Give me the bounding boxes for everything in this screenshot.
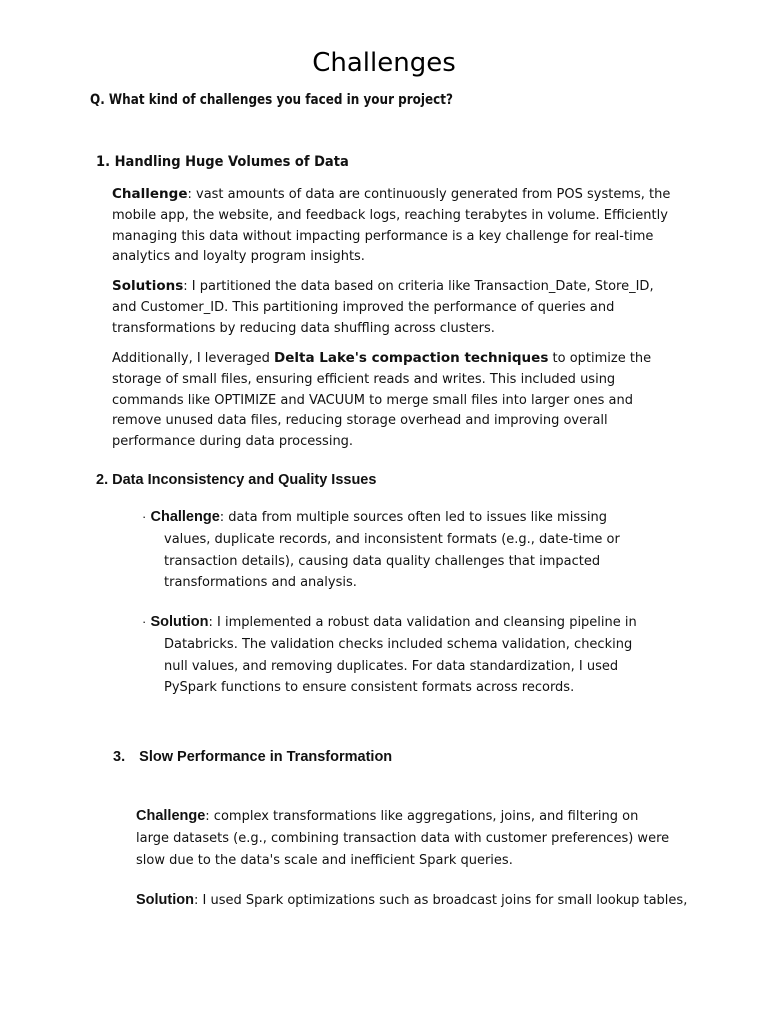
section-1-number: 1. bbox=[96, 154, 111, 170]
section-2-solution-text: : I implemented a robust data validation and cleansing pipeline in Databricks. The validation checks included schema validation, checking null values, and removing duplicates. For data standardization, I used PySpark functions to ensure consistent formats across records. bbox=[164, 615, 637, 696]
section-2-number: 2. bbox=[96, 472, 109, 488]
section-2-solution-bullet bbox=[142, 611, 642, 699]
section-3-challenge bbox=[136, 806, 672, 871]
section-1-challenge bbox=[112, 184, 678, 268]
section-3-solution-label: Solution bbox=[136, 892, 194, 908]
question-heading: Q. What kind of challenges you faced in your project? bbox=[90, 92, 453, 108]
section-1-challenge-text: : vast amounts of data are continuously generated from POS systems, the mobile app, the website, and feedback logs, reaching terabytes in volume. Efficiently managing this data without impacting performance is a key challenge for real-time analytics and loyalty program insights. bbox=[112, 187, 671, 265]
section-3-title: Slow Performance in Transformation bbox=[139, 749, 393, 765]
section-1-additional-suffix: to optimize the storage of small files, ensuring efficient reads and writes. This included using commands like OPTIMIZE and VACUUM to merge small files into larger ones and remove unused data files, reducing storage overhead and improving overall performance during data processing. bbox=[112, 351, 652, 450]
bullet-glyph: · bbox=[142, 614, 147, 629]
section-3-number: 3. bbox=[113, 749, 126, 765]
section-3-challenge-text: : complex transformations like aggregations, joins, and filtering on large datasets (e.g., combining transaction data with customer preferences) were slow due to the data's scale and inefficient Spark queries. bbox=[136, 809, 670, 868]
section-2-heading bbox=[96, 472, 376, 488]
section-2-challenge-bullet bbox=[142, 506, 642, 594]
section-1-solution bbox=[112, 276, 678, 339]
section-3-solution-text: : I used Spark optimizations such as broadcast joins for small lookup tables, bbox=[194, 893, 688, 908]
section-1-heading bbox=[96, 154, 349, 170]
section-2-title: Data Inconsistency and Quality Issues bbox=[112, 472, 377, 488]
section-2-challenge-label: Challenge bbox=[150, 509, 220, 525]
page-title: Challenges bbox=[312, 48, 456, 78]
section-1-solution-label: Solutions bbox=[112, 278, 184, 294]
section-1-challenge-label: Challenge bbox=[112, 186, 188, 202]
section-3-challenge-label: Challenge bbox=[136, 808, 206, 824]
section-1-additional-bold: Delta Lake's compaction techniques bbox=[274, 350, 549, 366]
section-3-solution bbox=[136, 890, 696, 912]
bullet-glyph: · bbox=[142, 509, 147, 524]
section-2-challenge-text: : data from multiple sources often led to issues like missing values, duplicate records, and inconsistent formats (e.g., date-time or transaction details), causing data quality challenges that impacted transformations and analysis. bbox=[164, 510, 620, 591]
section-1-additional bbox=[112, 348, 678, 453]
section-2-solution-label: Solution bbox=[150, 614, 209, 630]
section-1-additional-prefix: Additionally, I leveraged bbox=[112, 351, 275, 366]
section-1-solution-text: : I partitioned the data based on criteria like Transaction_Date, Store_ID, and Customer_ID. This partitioning improved the performance of queries and transformations by reducing data shuffling across clusters. bbox=[112, 279, 654, 336]
section-3-heading bbox=[113, 749, 392, 765]
section-1-title: Handling Huge Volumes of Data bbox=[114, 154, 349, 170]
